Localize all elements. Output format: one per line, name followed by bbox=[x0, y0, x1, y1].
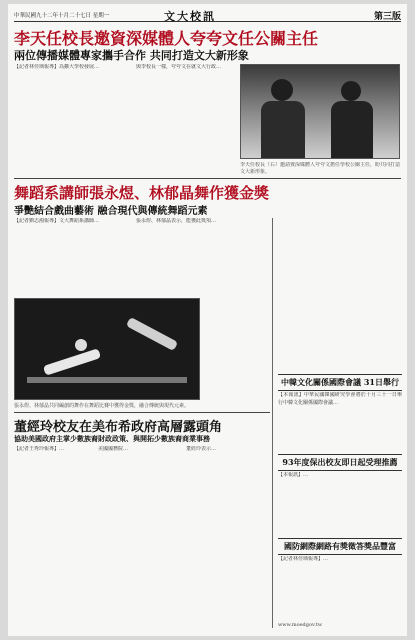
story1-caption: 李天任校長（右）邀請資深媒體人夸夸文擔任學校公關主任，盼共同打造文大新形象。 bbox=[240, 162, 400, 175]
column-divider bbox=[272, 218, 273, 628]
masthead bbox=[14, 8, 401, 22]
newspaper-page bbox=[8, 4, 407, 636]
side3-body: 【記者林佳瑀報導】… bbox=[278, 556, 329, 562]
story2-headline: 舞蹈系講師張永煜、林郁晶舞作獲金獎 bbox=[14, 184, 270, 202]
story2-dance-photo bbox=[14, 298, 200, 400]
story1-photo bbox=[240, 64, 400, 159]
paper-name: 文大校訊 bbox=[164, 10, 216, 23]
side3-title: 國防網際網路有獎徵答獎品豐富 bbox=[278, 538, 402, 555]
story3-body-right: 董經玲表示… bbox=[186, 446, 217, 452]
story2-body-right: 張永煜、林郁晶表示，能獲此獎項… bbox=[136, 218, 217, 224]
story3-subhead: 協助美國政府主掌少數族裔財政政策、與開拓少數族裔商業事務 bbox=[14, 434, 210, 443]
story2-body-continued bbox=[206, 298, 268, 410]
right-column-continued bbox=[278, 218, 402, 368]
side3-website: www.moedgov.tw bbox=[278, 622, 323, 628]
side2-title: 93年度保出校友即日起受理推薦 bbox=[278, 454, 402, 471]
issue-date: 中華民國九十二年十月二十七日 星期一 bbox=[14, 13, 110, 19]
story1-body-left: 【記者林佳瑀報導】為擴大學校發展… bbox=[14, 64, 100, 70]
story1-subhead: 兩位傳播媒體專家攜手合作 共同打造文大新形象 bbox=[14, 49, 249, 62]
section-divider bbox=[14, 178, 401, 179]
story3-headline: 董經玲校友在美布希政府高層露頭角 bbox=[14, 420, 223, 435]
side2-body: 【本報訊】… bbox=[278, 472, 309, 478]
side1-body: 【本報訊】中華民國韓國研究學會將於十月三十一日舉行中韓文化關係國際會議… bbox=[278, 392, 402, 406]
section-divider bbox=[14, 412, 270, 413]
page-number: 第三版 bbox=[373, 12, 401, 22]
story2-subhead: 爭艷結合戲曲藝術 融合現代與傳統舞蹈元素 bbox=[14, 206, 208, 217]
story1-body-right: 與李校長一樣，夸夸文在就文大行政… bbox=[136, 64, 222, 70]
story2-caption: 張永煜、林郁晶共同編創的舞作在舞蹈比賽中獲得金獎，融合傳統與現代元素。 bbox=[14, 403, 190, 409]
story1-headline: 李天任校長邀資深媒體人夸夸文任公關主任 bbox=[14, 29, 319, 48]
story3-body-mid: 美國國務院… bbox=[98, 446, 129, 452]
story2-body-left: 【記者劉志鴻報導】文大舞蹈系講師… bbox=[14, 218, 100, 224]
side1-title: 中韓文化關係國際會議 31日舉行 bbox=[278, 374, 402, 391]
story3-body-left: 【記者王秀玲報導】… bbox=[14, 446, 65, 452]
